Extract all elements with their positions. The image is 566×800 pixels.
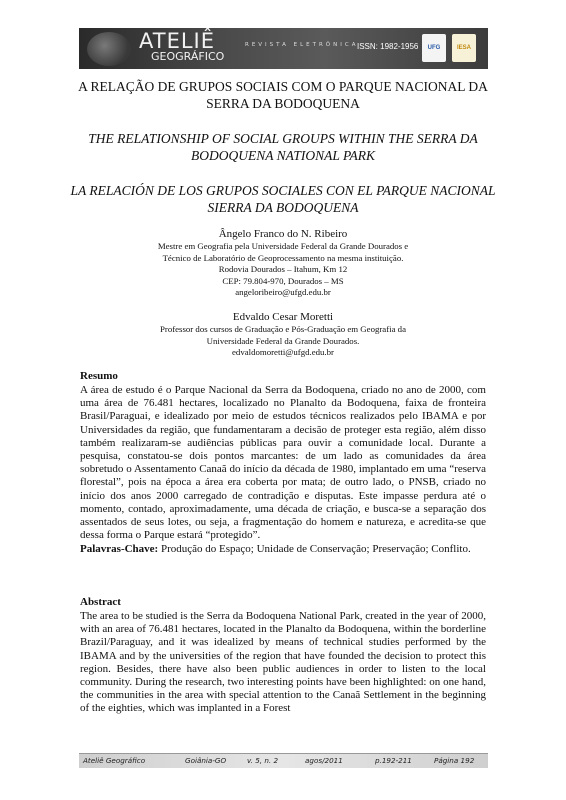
author-name: Ângelo Franco do N. Ribeiro bbox=[218, 228, 348, 240]
author-affiliation-line: Mestre em Geografia pela Universidade Federal da Grande Dourados e bbox=[157, 241, 409, 251]
title-english: THE RELATIONSHIP OF SOCIAL GROUPS WITHIN THE SERRA DA BODOQUENA NATIONAL PARK bbox=[88, 131, 478, 163]
resumo-heading: Resumo bbox=[80, 370, 118, 382]
journal-logo-subtitle: GEOGRÁFICO bbox=[151, 50, 225, 63]
author-name: Edvaldo Cesar Moretti bbox=[232, 311, 334, 323]
footer-date: agos/2011 bbox=[305, 756, 343, 765]
author-email: edvaldomoretti@ufgd.edu.br bbox=[232, 347, 334, 357]
author-email: angeloribeiro@ufgd.edu.br bbox=[235, 287, 331, 297]
title-portuguese: A RELAÇÃO DE GRUPOS SOCIAIS COM O PARQUE NACIONAL DA SERRA DA BODOQUENA bbox=[78, 79, 488, 111]
abstract-heading: Abstract bbox=[80, 596, 121, 608]
author-address-line: Rodovia Dourados – Itahum, Km 12 bbox=[218, 264, 348, 274]
iesa-logo: IESA bbox=[452, 34, 476, 62]
keywords bbox=[80, 543, 486, 556]
resumo-text: A área de estudo é o Parque Nacional da Serra da Bodoquena, criado no ano de 2000, com uma área de 76.481 hectares, localizado no Planalto da Bodoquena, faixa de fronteira Brasil/Paraguai, e idealizado por meio de estudos técnicos realizados pelo IBAMA e por Universidades da região, que fundamentaram a decisão de proteger esta região, além disso também realizaram-se audiências públicas para ouvir a comunidade local. Durante a pesquisa, constatou-se dois pontos marcantes: de um lado as comunidades da área sobretudo o Assentamento Canaã do início da década de 1980, implantado em uma “reserva florestal”, pois na época a área era coberta por mata; de outro lado, o PNSB, criado no início dos anos 2000 carregado de contradição e disputas. Este impasse perdura até o momento, contado, aproximadamente, uma década de criação, e busca-se a separação dos assentados de seus lotes, ou seja, a fragmentação do homem e natureza, e acredita-se que dessa forma o Parque estará “protegido”. bbox=[80, 384, 486, 542]
page-footer bbox=[79, 753, 488, 768]
abstract-text: The area to be studied is the Serra da Bodoquena National Park, created in the year of 2000, with an area of 76.481 hectares, located in the Planalto da Bodoquena, within the borderline Brazil/Paraguay, and it was idealized by means of technical studies performed by the IBAMA and by the universities of the region that have founded the decision to protect this region. Besides, there have also been public audiences in order to listen to the local community. During the research, two interesting points have been highlighted: on one hand, the communities in the area with special attention to the Canaã Settlement in the beginning of the eighties, which was implanted in a Forest bbox=[80, 610, 486, 715]
author-affiliation-line: Técnico de Laboratório de Geoprocessamento na mesma instituição. bbox=[162, 252, 404, 263]
journal-tagline: REVISTA ELETRÔNICA bbox=[245, 42, 359, 48]
keywords-list: Produção do Espaço; Unidade de Conservação; Preservação; Conflito. bbox=[158, 543, 471, 555]
issn-label: ISSN: 1982-1956 bbox=[357, 42, 419, 51]
footer-page-number: Página 192 bbox=[434, 756, 475, 765]
keywords-label: Palavras-Chave: bbox=[80, 543, 159, 555]
journal-banner bbox=[79, 28, 488, 69]
footer-pages: p.192-211 bbox=[375, 756, 412, 765]
footer-volume: v. 5, n. 2 bbox=[247, 756, 279, 765]
footer-journal: Ateliê Geográfico bbox=[83, 756, 146, 765]
title-block bbox=[70, 78, 496, 216]
author-affiliation-line: Professor dos cursos de Graduação e Pós-Graduação em Geografia da bbox=[160, 324, 406, 334]
globe-logo-icon bbox=[87, 32, 131, 66]
author-postal-line: CEP: 79.804-970, Dourados – MS bbox=[222, 275, 344, 286]
ufg-logo: UFG bbox=[422, 34, 446, 62]
author-block bbox=[60, 227, 506, 299]
author-block bbox=[60, 310, 506, 359]
footer-city: Goiânia-GO bbox=[185, 756, 227, 765]
journal-logo-title: ATELIÊ bbox=[139, 29, 215, 53]
author-affiliation-line: Universidade Federal da Grande Dourados. bbox=[206, 335, 360, 346]
title-spanish: LA RELACIÓN DE LOS GRUPOS SOCIALES CON EL PARQUE NACIONAL SIERRA DA BODOQUENA bbox=[70, 183, 496, 215]
